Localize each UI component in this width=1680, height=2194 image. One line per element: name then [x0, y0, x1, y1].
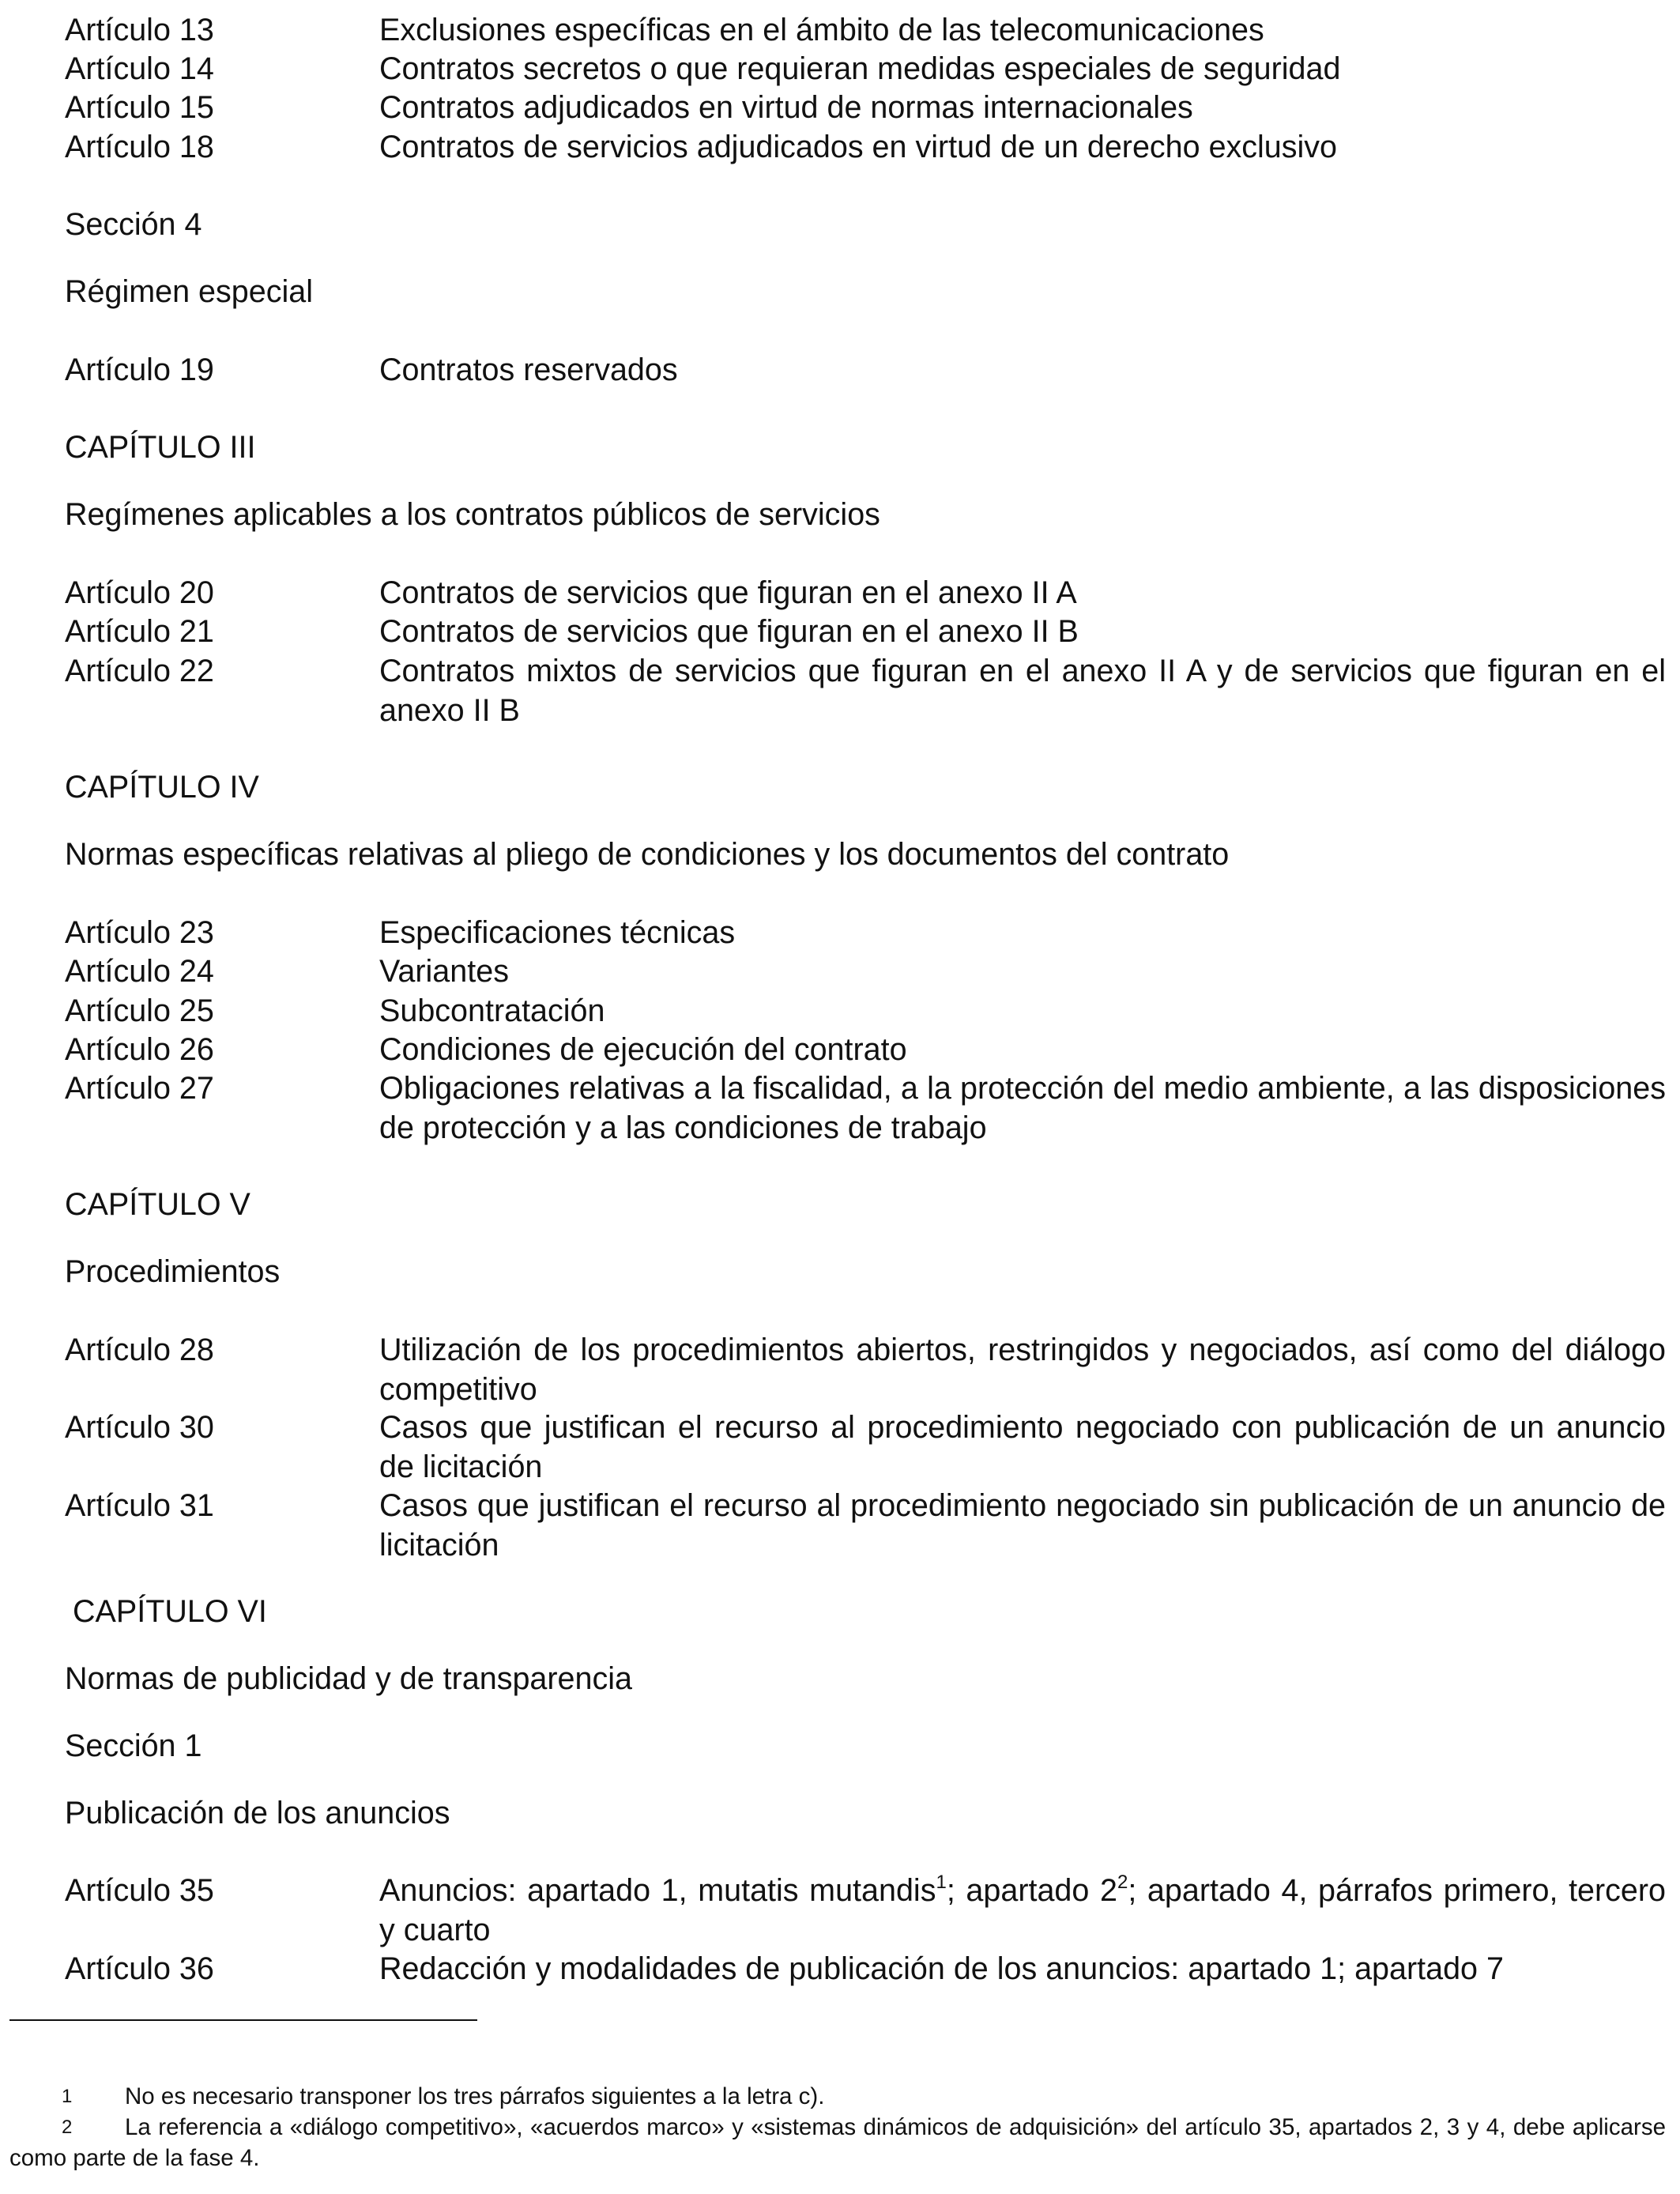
- article-title: Contratos de servicios que figuran en el anexo II A: [379, 575, 1077, 610]
- section-heading: Sección 1: [65, 1728, 202, 1763]
- article-title: Contratos mixtos de servicios que figuran en el anexo II A y de servicios que figuran en el anexo II B: [379, 654, 1666, 728]
- article-label: Artículo 25: [65, 993, 214, 1028]
- footnote-number: 2: [62, 2117, 73, 2138]
- article-title-text: ; apartado 2: [946, 1873, 1117, 1908]
- article-label: Artículo 13: [65, 13, 214, 47]
- footnote-ref[interactable]: 2: [1117, 1871, 1128, 1893]
- chapter-title: Regímenes aplicables a los contratos públicos de servicios: [65, 497, 880, 532]
- footnote-text: No es necesario transponer los tres párrafos siguientes a la letra c).: [125, 2083, 825, 2109]
- article-title-text: Anuncios: apartado 1, mutatis mutandis: [379, 1873, 936, 1908]
- footnote-text: La referencia a «diálogo competitivo», «acuerdos marco» y «sistemas dinámicos de adquisición» del artículo 35, apartados 2, 3 y 4, debe aplicarse como parte de la fase 4.: [9, 2114, 1666, 2171]
- article-title: Contratos reservados: [379, 352, 678, 387]
- article-title: Condiciones de ejecución del contrato: [379, 1032, 907, 1067]
- article-label: Artículo 21: [65, 614, 214, 649]
- article-title-text: ; apartado 4, párrafos primero, tercero y cuarto: [379, 1873, 1667, 1947]
- article-title: Casos que justifican el recurso al procedimiento negociado sin publicación de un anuncio de licitación: [379, 1488, 1666, 1563]
- article-label: Artículo 24: [65, 954, 214, 989]
- article-title: Casos que justifican el recurso al procedimiento negociado con publicación de un anuncio de licitación: [379, 1410, 1666, 1484]
- article-title: Contratos adjudicados en virtud de normas internacionales: [379, 90, 1193, 125]
- article-label: Artículo 18: [65, 130, 214, 164]
- article-label: Artículo 23: [65, 915, 214, 950]
- article-title: Contratos secretos o que requieran medidas especiales de seguridad: [379, 51, 1341, 86]
- chapter-title: Normas de publicidad y de transparencia: [65, 1661, 632, 1696]
- article-title: Redacción y modalidades de publicación de los anuncios: apartado 1; apartado 7: [379, 1951, 1504, 1986]
- article-label: Artículo 28: [65, 1333, 214, 1367]
- article-label: Artículo 20: [65, 575, 214, 610]
- chapter-title: Normas específicas relativas al pliego de condiciones y los documentos del contrato: [65, 837, 1230, 872]
- chapter-heading: CAPÍTULO V: [65, 1187, 250, 1222]
- footnote-number: 1: [62, 2086, 73, 2107]
- section-title: Régimen especial: [65, 274, 313, 309]
- article-label: Artículo 14: [65, 51, 214, 86]
- article-label: Artículo 36: [65, 1951, 214, 1986]
- article-title: Subcontratación: [379, 993, 605, 1028]
- chapter-heading: CAPÍTULO III: [65, 430, 256, 465]
- article-title: Variantes: [379, 954, 509, 989]
- article-title: Exclusiones específicas en el ámbito de las telecomunicaciones: [379, 13, 1264, 47]
- chapter-title: Procedimientos: [65, 1254, 281, 1289]
- footnote-separator: [9, 2019, 477, 2021]
- article-label: Artículo 19: [65, 352, 214, 387]
- chapter-heading: CAPÍTULO VI: [73, 1594, 267, 1629]
- article-label: Artículo 31: [65, 1488, 214, 1523]
- article-title: [379, 1871, 1666, 1950]
- article-title: Especificaciones técnicas: [379, 915, 736, 950]
- article-label: Artículo 15: [65, 90, 214, 125]
- article-label: Artículo 22: [65, 654, 214, 688]
- section-title: Publicación de los anuncios: [65, 1796, 450, 1830]
- section-heading: Sección 4: [65, 207, 202, 242]
- article-label: Artículo 27: [65, 1071, 214, 1106]
- footnote-ref[interactable]: 1: [936, 1871, 947, 1893]
- article-title: Utilización de los procedimientos abiertos, restringidos y negociados, así como del diálogo competitivo: [379, 1333, 1666, 1407]
- article-title: Contratos de servicios adjudicados en virtud de un derecho exclusivo: [379, 130, 1338, 164]
- article-label: Artículo 30: [65, 1410, 214, 1445]
- article-label: Artículo 26: [65, 1032, 214, 1067]
- chapter-heading: CAPÍTULO IV: [65, 770, 259, 805]
- article-label: Artículo 35: [65, 1873, 214, 1908]
- article-title: Obligaciones relativas a la fiscalidad, a la protección del medio ambiente, a las disposiciones de protección y a las condiciones de trabajo: [379, 1071, 1666, 1145]
- article-title: Contratos de servicios que figuran en el anexo II B: [379, 614, 1079, 649]
